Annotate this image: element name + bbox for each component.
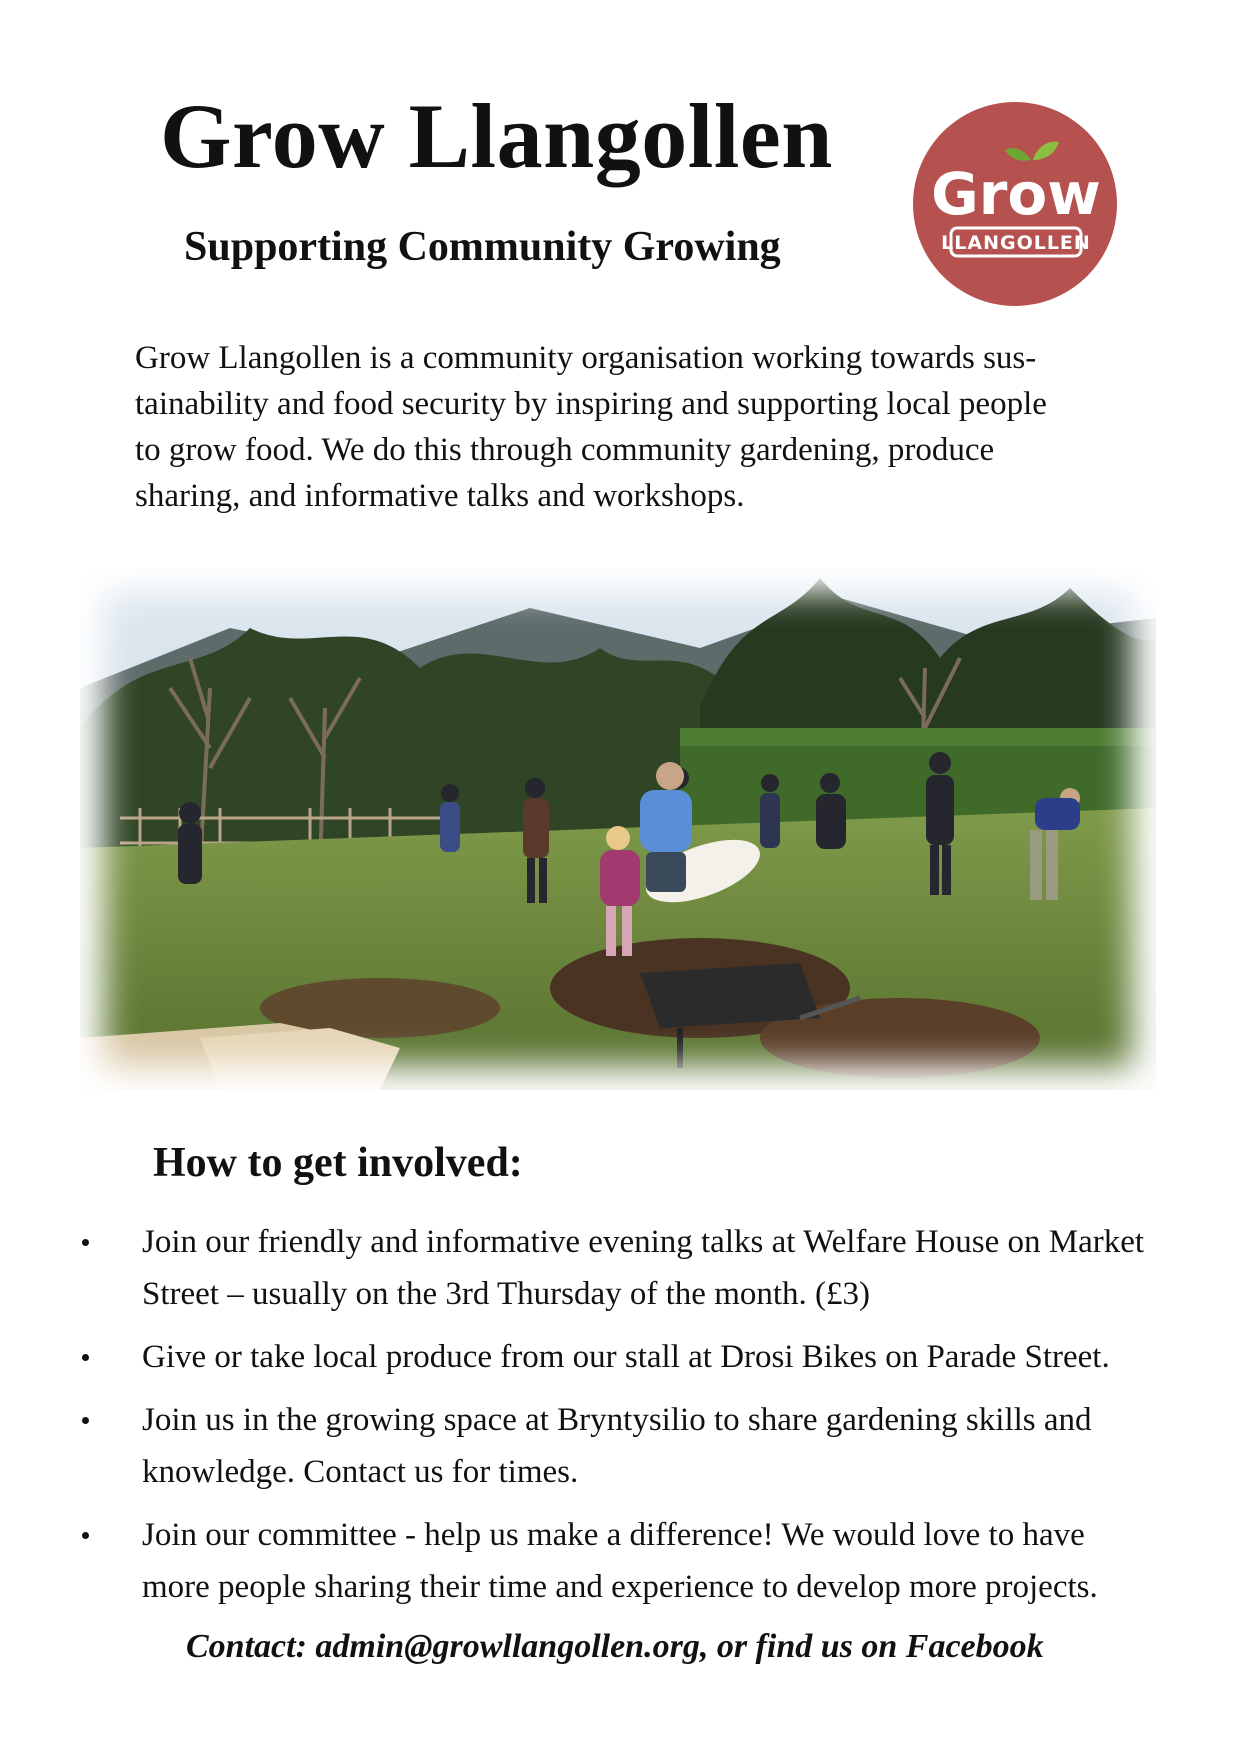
intro-line: tainability and food security by inspiring and supporting local people: [135, 386, 1047, 422]
bullet-icon: [82, 1532, 89, 1539]
grow-llangollen-logo: [913, 102, 1117, 306]
list-item: [78, 1331, 1188, 1383]
intro-paragraph: [135, 335, 1095, 519]
list-item-text: Join our friendly and informative evening talks at Welfare House on Market: [142, 1224, 1145, 1260]
bullet-icon: [82, 1239, 89, 1246]
list-item-text: Join us in the growing space at Bryntysilio to share gardening skills and: [142, 1402, 1092, 1438]
intro-line: to grow food. We do this through community gardening, produce: [135, 432, 995, 468]
page-subtitle: Supporting Community Growing: [184, 224, 781, 270]
garden-photo: [80, 568, 1156, 1090]
logo-word: Grow: [931, 160, 1101, 228]
intro-line: Grow Llangollen is a community organisation working towards sus-: [135, 340, 1037, 376]
page-title: Grow Llangollen: [160, 85, 833, 187]
list-item-text: Join our committee - help us make a difference! We would love to have: [142, 1517, 1085, 1553]
intro-line: sharing, and informative talks and workshops.: [135, 478, 745, 514]
list-item-text: Street – usually on the 3rd Thursday of the month. (£3): [142, 1276, 871, 1312]
list-item: [78, 1394, 1188, 1498]
list-item-text: more people sharing their time and experience to develop more projects.: [142, 1569, 1098, 1605]
bullet-icon: [82, 1417, 89, 1424]
list-item: [78, 1216, 1188, 1320]
involvement-list: [78, 1216, 1188, 1624]
involved-heading: How to get involved:: [153, 1140, 523, 1186]
bullet-icon: [82, 1354, 89, 1361]
contact-line: Contact: admin@growllangollen.org, or find us on Facebook: [186, 1628, 1044, 1665]
logo-subtitle: LLANGOLLEN: [941, 232, 1091, 254]
list-item-text: Give or take local produce from our stall at Drosi Bikes on Parade Street.: [142, 1339, 1110, 1375]
list-item-text: knowledge. Contact us for times.: [142, 1454, 579, 1490]
list-item: [78, 1509, 1188, 1613]
